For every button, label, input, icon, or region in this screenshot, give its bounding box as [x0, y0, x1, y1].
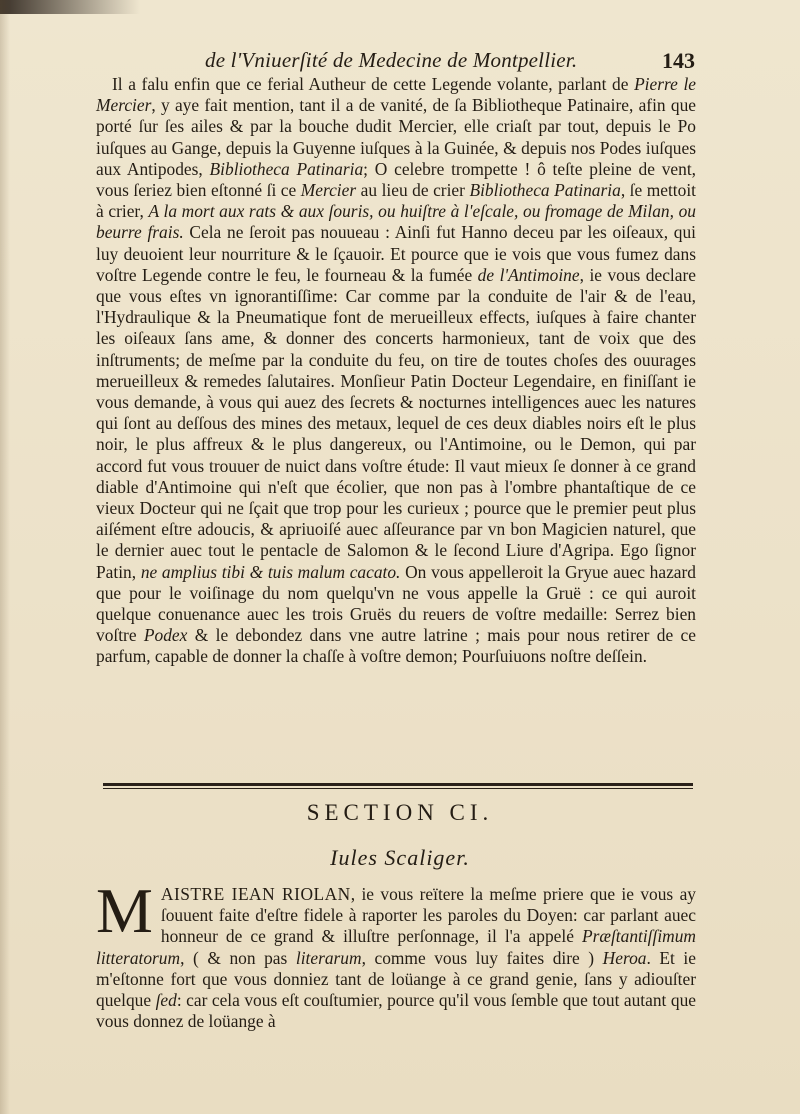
- text-run: , comme vous luy faites dire ): [361, 947, 603, 968]
- section-divider-rule: [103, 783, 693, 789]
- scan-corner-shadow: [0, 0, 140, 14]
- italic-text-run: literarum: [295, 947, 362, 968]
- text-run: , y aye fait mention, tant il a de vanité, de ſa Bibliotheque Patinaire, afin que porté ſur ſes ailes & par la bouche dudit Mercier, elle criaſt par tout, depuis le Po iuſques au Gange, depuis la Guyenne iuſques à la Guinée, & depuis nos Podes iuſques aux Antipodes,: [96, 95, 696, 179]
- italic-text-run: Heroa: [602, 947, 647, 968]
- italic-text-run: Podex: [143, 625, 188, 646]
- section-paragraph: [96, 875, 696, 1032]
- text-run: AISTRE IEAN RIOLAN: [160, 884, 351, 904]
- italic-text-run: Bibliotheca Patinaria: [209, 158, 364, 179]
- italic-text-run: A la mort aux rats & aux ſouris, ou huiſtre à l'eſcale, ou fromage de Milan, ou beurre frais.: [96, 201, 697, 243]
- text-run: Il a falu enfin que ce ferial Autheur de cette Legende volante, parlant de: [112, 74, 635, 94]
- italic-text-run: Bibliotheca Patinaria: [469, 180, 621, 201]
- text-run: au lieu de crier: [356, 180, 470, 201]
- italic-text-run: ne amplius tibi & tuis malum cacato.: [140, 561, 401, 582]
- text-run: On vous appelleroit la Gryue auec hazard que pour le voiſinage du nom quelqu'vn ne vous appelle la Gruë : ce qui auroit quelque conuenance auec les trois Gruës du reuers de voſtre medaille: Serrez bien voſtre: [96, 561, 696, 646]
- text-run: & le debondez dans vne autre latrine ; mais pour nous retirer de ce parfum, capable de donner la chaſſe à voſtre demon; Pourſuiuons noſtre deſſein.: [96, 625, 696, 667]
- italic-text-run: ſed: [155, 990, 177, 1011]
- drop-cap-letter: M: [96, 875, 153, 946]
- italic-text-run: Mercier: [300, 180, 357, 201]
- text-run: , ie vous reïtere la meſme priere que ie vous ay ſouuent faite d'eſtre fidele à raporter les paroles du Doyen: car parlant auec honneur de ce grand & illuſtre perſonnage, il l'a appelé: [160, 884, 696, 947]
- paragraph: [96, 74, 696, 668]
- italic-text-run: Præſtantiſſimum litteratorum: [96, 926, 696, 968]
- italic-text-run: de l'Antimoine: [477, 264, 580, 285]
- text-run: , ( & non pas: [180, 947, 296, 968]
- text-run: . Et ie m'eſtonne fort que vous donniez tant de loüange à ce grand genie, ſans y adiouſter quelque: [96, 947, 696, 1011]
- section-subheading: Iules Scaliger.: [330, 845, 470, 870]
- section-heading: SECTION CI.: [306, 800, 494, 825]
- text-run: : car cela vous eſt couſtumier, pource qu'il vous ſemble que tout autant que vous donnez de loüange à: [96, 990, 696, 1032]
- text-run: Cela ne ſeroit pas nouueau : Ainſi fut Hanno deceu par les oiſeaux, qui luy deuoient leur nourriture & le ſçauoir. Et pource que ie vois que vous fumez dans voſtre Legende contre le feu, le fourneau & la fumée: [96, 222, 696, 285]
- page-number: 143: [662, 48, 695, 73]
- section-body: [96, 875, 696, 1032]
- scan-edge-shadow: [0, 0, 10, 1114]
- text-run: ; O celebre trompette ! ô teſte pleine de vent, vous ſeriez bien eſtonné ſi ce: [96, 158, 697, 201]
- running-title: de l'Vniuerſité de Medecine de Montpellier.: [205, 48, 578, 72]
- italic-text-run: Pierre le Mercier: [96, 74, 696, 116]
- text-run: , ſe mettoit à crier,: [96, 180, 696, 222]
- main-text-body: [96, 74, 696, 668]
- text-run: , ie vous declare que vous eſtes vn ignorantiſſime: Car comme par la conduite de l'air & de l'eau, l'Hydraulique & la Pneumatique font de merueilleux effects, iuſques à faire chanter les oiſeaux ſans ame, & donner des concerts harmonieux, tant de voix que des inſtruments; de meſme par la conduite du feu, on tire de toutes choſes des ouurages merueilleux & remedes ſalutaires. Monſieur Patin Docteur Legendaire, en finiſſant ie vous demande, à vous qui auez des ſecrets & nocturnes intelligences auec les natures qui ſont au deſſous des mines des metaux, lequel de ces deux diables noirs eſt le plus noir, le plus affreux & le plus dangereux, ou l'Antimoine, ou le Demon, qui par accord fut vous trouuer de nuict dans voſtre étude: Il vaut mieux ſe donner à ce grand diable d'Antimoine qui n'eſt que écolier, que non pas à l'ombre phantaſtique de ce vieux Docteur qui ne ſçait que trop pour les curieux ; pource que le premier peut plus aiſément eſtre adoucis, & apriuoiſé auec aſſeurance par vn bon Magicien naturel, que le dernier auec tout le pentacle de Salomon & le ſecond Liure d'Agripa. Ego ſignor Patin,: [96, 264, 696, 582]
